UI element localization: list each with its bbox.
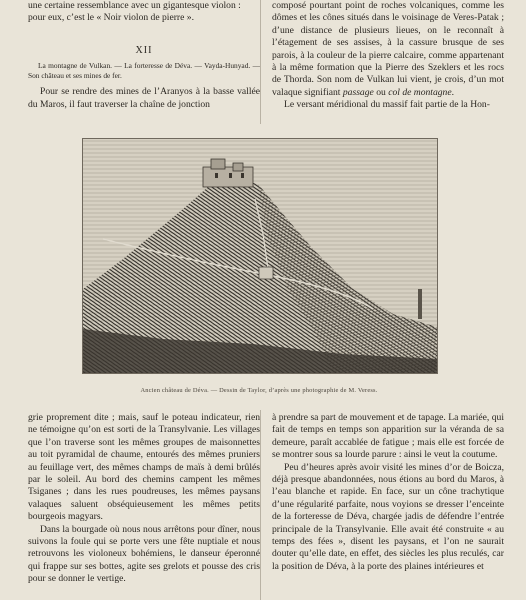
conjunction: ou bbox=[376, 86, 386, 98]
engraving-illustration bbox=[82, 138, 438, 374]
text-line-1: une certaine ressemblance avec un gigantesque violon : bbox=[28, 0, 241, 11]
italic-term: col de montagne bbox=[388, 86, 452, 98]
gatehouse bbox=[259, 267, 273, 279]
column-divider-top bbox=[260, 0, 261, 124]
right-column-top bbox=[272, 0, 504, 112]
chapter-summary: La montagne de Vulkan. — La forteresse de Déva. — Vayda-Hunyad. — Son château et ses mines de fer. bbox=[28, 61, 260, 80]
engraving-drawing bbox=[83, 139, 437, 373]
paragraph: Peu d’heures après avoir visité les mines d’or de Boicza, déjà presque abandonnées, nous étions au bord du Maros, à l’eau blanche et rapide. En face, sur un cône trachytique d’une régularité parfaite, nous voyions se dresser l’enceinte de la forteresse de Déva, chargée jadis de défendre l’entrée principale de la Transylvanie. Elle avait été construite « au temps des fées », disent les paysans, et l’on ne saurait douter qu’elle date, en effet, des siècles les plus reculés, car la position de Déva, à la porte des plaines intérieures et bbox=[272, 461, 504, 572]
distant-tower bbox=[418, 289, 422, 319]
italic-term: passage bbox=[342, 86, 374, 98]
paragraph: à prendre sa part de mouvement et de tapage. La mariée, qui fait de temps en temps son apparition sur la véranda de sa demeure, paraît accablée de fatigue ; mais elle est forcée de se montrer sous sa lourde parure : ainsi le veut la coutume. bbox=[272, 412, 504, 461]
paragraph: grie proprement dite ; mais, sauf le poteau indicateur, rien ne témoigne qu’on est sorti de la Transylvanie. Les villages que l’on traverse sont les mêmes groupes de maisonnettes au toit pyramidal de chaume, entourés des mêmes pruniers au feuillage vert, des mêmes champs de maïs à demi brûlés par le soleil. Au bord des chemins campent les mêmes Tsiganes ; dans les rues poudreuses, les mêmes paysans valaques saluent obséquieusement les mêmes petits bourgeois magyars. bbox=[28, 412, 260, 523]
paragraph: Le versant méridional du massif fait partie de la Hon- bbox=[284, 99, 490, 111]
left-column-bottom bbox=[28, 412, 260, 586]
figure-caption: Ancien château de Déva. — Dessin de Taylor, d’après une photographie de M. Veress. bbox=[140, 387, 378, 394]
left-column-top bbox=[28, 0, 260, 111]
text-line-2: pour eux, c’est le « Noir violon de pierre ». bbox=[28, 12, 194, 24]
paragraph: Dans la bourgade où nous nous arrêtons pour dîner, nous suivons la foule qui se porte vers une fête nuptiale et nous retrouvons les violoneux bohémiens, le danseur éperonné qui frappe sur ses bottes, agite ses grelots et pousse des cris pour se donner le vertige. bbox=[28, 523, 260, 585]
column-divider-bottom bbox=[260, 410, 261, 600]
section-number: XII bbox=[135, 44, 153, 56]
paragraph: Pour se rendre des mines de l’Aranyos à la basse vallée du Maros, il faut traverser la chaîne de jonction bbox=[28, 86, 260, 110]
paragraph-text: composé pourtant point de roches volcaniques, comme les dômes et les cônes situés dans le voisinage de Veres-Patak ; d’une distance de plusieurs lieues, on le reconnaît à l’étagement de ses assises, à la cassure brusque de ses parois, à la couleur de la pierre calcaire, comme appartenant à la même formation que la Pierre des Szeklers et les rocs de Thorda. Son nom de Vulkan lui vient, je crois, d’un mot valaque signifiant bbox=[272, 0, 504, 98]
right-column-bottom bbox=[272, 412, 504, 573]
paragraph: composé pourtant point de roches volcaniques, comme les dômes et les cônes situés dans le voisinage de Veres-Patak ; d’une distance de plusieurs lieues, on le reconnaît à l’étagement de ses assises, à la cassure brusque de ses parois, à la couleur de la pierre calcaire, comme appartenant à la même formation que la Pierre des Szeklers et les rocs de Thorda. Son nom de Vulkan lui vient, je crois, d’un mot valaque signifiant passage ou col de montagne. bbox=[272, 0, 504, 98]
